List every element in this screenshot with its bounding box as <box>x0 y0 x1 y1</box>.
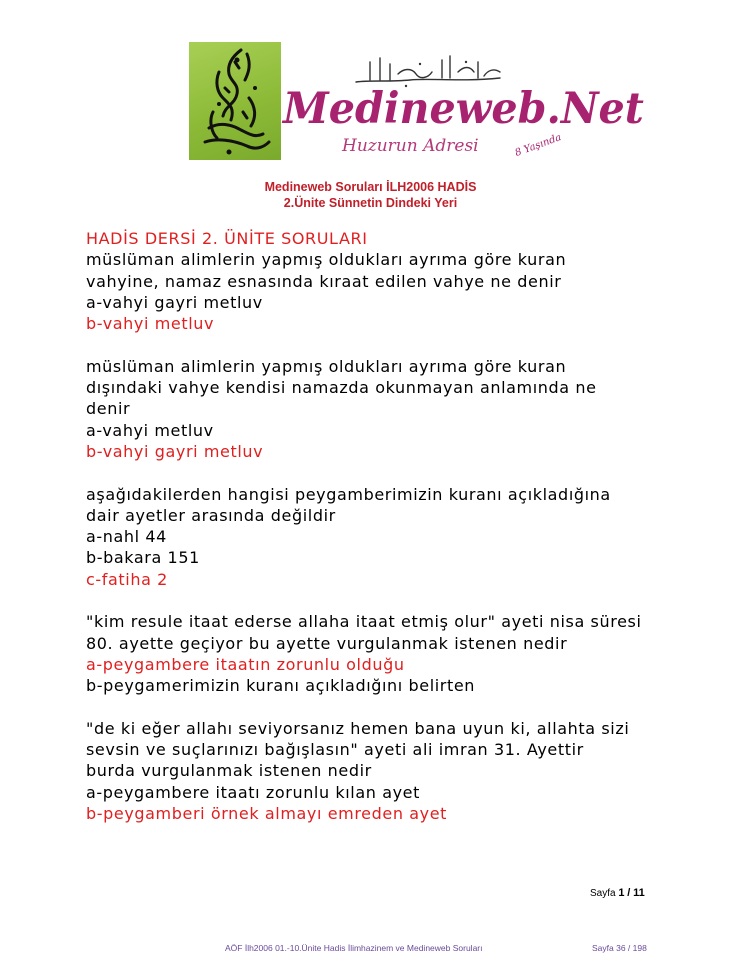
question-5-line: burda vurgulanmak istenen nedir <box>86 761 372 781</box>
brand-tagline: Huzurun Adresi <box>342 136 479 156</box>
questions-body <box>86 228 686 824</box>
calligraphy-logo <box>189 42 281 160</box>
question-4-line: "kim resule itaat ederse allaha itaat etmiş olur" ayeti nisa süresi <box>86 612 642 632</box>
page-separator: / <box>627 887 631 899</box>
question-5-answer: b-peygamberi örnek almayı emreden ayet <box>86 804 448 824</box>
doc-title-line2: 2.Ünite Sünnetin Dindeki Yeri <box>283 196 458 210</box>
question-2-line: müslüman alimlerin yapmış oldukları ayrıma göre kuran <box>86 356 567 376</box>
question-5-line: sevsin ve suçlarınızı bağışlasın" ayeti ali imran 31. Ayettir <box>86 740 584 760</box>
question-4-answer: a-peygambere itaatın zorunlu olduğu <box>86 654 405 674</box>
question-3-option-b: b-bakara 151 <box>86 548 200 568</box>
question-5-line: "de ki eğer allahı seviyorsanız hemen bana uyun ki, allahta sizi <box>86 718 630 738</box>
question-2-answer: b-vahyi gayri metluv <box>86 441 264 461</box>
page-number <box>590 887 645 899</box>
page-current: 1 <box>618 887 625 899</box>
doc-title-line1: Medineweb Soruları İLH2006 HADİS <box>264 180 477 194</box>
page-label: Sayfa <box>590 888 616 899</box>
question-1-line: müslüman alimlerin yapmış oldukları ayrıma göre kuran <box>86 250 567 270</box>
section-heading: HADİS DERSİ 2. ÜNİTE SORULARI <box>86 229 368 248</box>
question-4-option-b: b-peygamerimizin kuranı açıkladığını belirten <box>86 676 476 696</box>
question-2-line: denir <box>86 399 131 419</box>
question-1-option-a: a-vahyi gayri metluv <box>86 292 263 312</box>
question-4-line: 80. ayette geçiyor bu ayette vurgulanmak istenen nedir <box>86 633 568 653</box>
page-total: 11 <box>633 887 645 899</box>
question-3-option-a: a-nahl 44 <box>86 527 167 547</box>
question-3-answer: c-fatiha 2 <box>86 569 168 589</box>
question-1-answer: b-vahyi metluv <box>86 314 215 334</box>
question-2-line: dışındaki vahye kendisi namazda okunmayan anlamında ne <box>86 378 597 398</box>
footer-page: Sayfa 36 / 198 <box>592 943 647 953</box>
brand-name: Medineweb.Net <box>283 84 644 134</box>
question-2-option-a: a-vahyi metluv <box>86 420 214 440</box>
age-badge: 8 Yaşında <box>513 132 563 159</box>
question-3-line: dair ayetler arasında değildir <box>86 505 336 525</box>
calligraphy-icon <box>189 42 281 160</box>
footer-source: AÖF İlh2006 01.-10.Ünite Hadis İlimhazinem ve Medineweb Soruları <box>225 943 483 953</box>
question-5-option-a: a-peygambere itaatı zorunlu kılan ayet <box>86 782 420 802</box>
question-3-line: aşağıdakilerden hangisi peygamberimizin kuranı açıkladığına <box>86 484 611 504</box>
question-1-line: vahyine, namaz esnasında kıraat edilen vahye ne denir <box>86 271 562 291</box>
